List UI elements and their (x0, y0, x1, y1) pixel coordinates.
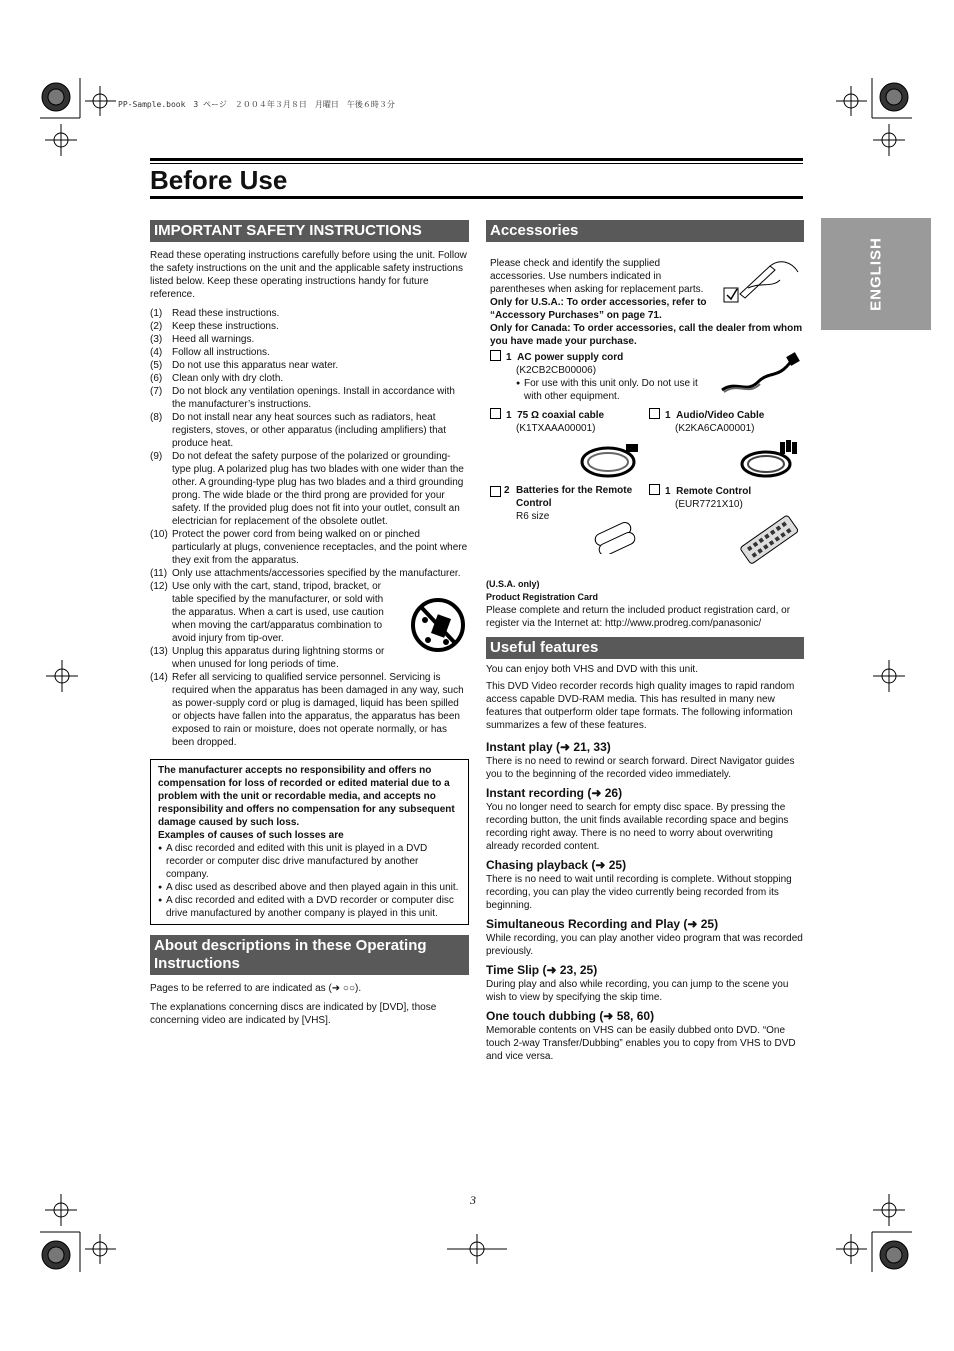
feature-text: There is no need to rewind or search forward. Direct Navigator guides you to the beginning of the recorded video immediately. (486, 756, 795, 780)
feature-title: Simultaneous Recording and Play (➜ 25) (486, 917, 719, 931)
safety-heading: IMPORTANT SAFETY INSTRUCTIONS (150, 220, 469, 242)
checkbox (649, 484, 660, 495)
checklist-pen-icon (720, 258, 802, 306)
language-tab: ENGLISH (821, 218, 931, 330)
reg-card-title: Product Registration Card (486, 592, 599, 602)
usa-note: Only for U.S.A.: To order accessories, refer to “Accessory Purchases” on page 71. (490, 297, 707, 321)
feature-title: Chasing playback (➜ 25) (486, 858, 627, 872)
list-item: (3) Heed all warnings. (150, 334, 255, 345)
list-item: (11) Only use attachments/accessories specified by the manufacturer. (150, 568, 461, 579)
list-item: (6) Clean only with dry cloth. (150, 373, 284, 384)
list-item: (13) Unplug this apparatus during lightning storms or when unused for long periods of time. (150, 646, 385, 670)
disclaimer-text: The manufacturer accepts no responsibility and offers no compensation for loss of recorded or edited material due to a problem with the unit or recordable media, and accepts no responsibility and offers no compensation for any subsequent damage caused by such loss. (158, 765, 455, 828)
disclaimer-box (150, 759, 469, 925)
useful-p1: You can enjoy both VHS and DVD with this unit. (486, 664, 698, 675)
list-item: (10) Protect the power cord from being walked on or pinched particularly at plugs, convenience receptacles, and the point where they exit from the apparatus. (150, 529, 468, 566)
registration-block (486, 578, 804, 1063)
accessories-intro: Please check and identify the supplied accessories. Use numbers indicated in parentheses when asking for replacement parts. (490, 258, 704, 295)
useful-p2: This DVD Video recorder records high quality images to rapid random access capable DVD-RAM media. This has resulted in many new features that outperform older tape formats. The following information summarizes a few of these features. (486, 681, 795, 731)
safety-intro: Read these operating instructions carefully before using the unit. Follow the safety instructions on the unit and the applicable safety instructions listed below. Keep these operating instructions handy for future reference. (150, 250, 467, 300)
list-item: (12) Use only with the cart, stand, tripod, bracket, or table specified by the manufacturer, or sold with the apparatus. When a cart is used, use caution when moving the cart/apparatus combination to avoid injury from tip-over. (150, 581, 384, 644)
list-item: ● A disc recorded and edited with a DVD recorder or computer disc drive manufactured by another company is played in this unit. (158, 894, 461, 920)
feature-title: One touch dubbing (➜ 58, 60) (486, 1009, 655, 1023)
remote-control-icon (735, 512, 803, 570)
batteries-icon (588, 514, 642, 554)
list-item: ● A disc recorded and edited with this unit is played in a DVD recorder or computer disc drive manufactured by another company. (158, 842, 461, 881)
accessory-av-cable: 1 Audio/Video Cable (K2KA6CA00001) (649, 408, 804, 435)
title-rule-bottom (150, 196, 803, 199)
examples-title: Examples of causes of such losses are (158, 830, 344, 841)
canada-note: Only for Canada: To order accessories, call the dealer from whom you have made your purchase. (490, 323, 803, 347)
checkbox (490, 408, 501, 419)
list-item: ● A disc used as described above and then played again in this unit. (158, 881, 461, 894)
safety-list (150, 307, 469, 749)
feature-title: Time Slip (➜ 23, 25) (486, 963, 598, 977)
list-item: (14) Refer all servicing to qualified service personnel. Servicing is required when the apparatus has been damaged in any way, such as power-supply cord or plug is damaged, liquid has been spilled or objects have fallen into the apparatus, the apparatus has been exposed to rain or moisture, does not operate normally, or has been dropped. (150, 672, 464, 748)
reg-card-text: Please complete and return the included product registration card, or register via the Internet at: http://www.prodreg.com/panasonic/ (486, 605, 791, 629)
ac-cord-icon (716, 350, 802, 398)
about-heading: About descriptions in these Operating Instructions (150, 935, 469, 975)
checkbox (649, 408, 660, 419)
feature-title: Instant play (➜ 21, 33) (486, 740, 611, 754)
checkbox (490, 350, 501, 361)
page-number: 3 (470, 1193, 476, 1207)
list-item: (8) Do not install near any heat sources such as radiators, heat registers, stoves, or other apparatus (including amplifiers) that produce heat. (150, 412, 447, 449)
about-p1: Pages to be referred to are indicated as (➜ ○○). (150, 983, 362, 994)
av-cable-icon (736, 436, 802, 480)
feature-title: Instant recording (➜ 26) (486, 786, 623, 800)
usa-only-label: (U.S.A. only) (486, 579, 540, 589)
coaxial-cable-icon (578, 438, 644, 480)
about-p2: The explanations concerning discs are indicated by [DVD], those concerning video are indicated by [VHS]. (150, 1002, 437, 1026)
useful-heading: Useful features (486, 637, 804, 659)
feature-text: During play and also while recording, you can jump to the scene you wish to view by specifying the skip time. (486, 979, 789, 1003)
title-rule-thin (150, 163, 803, 164)
feature-text: While recording, you can play another video program that was recorded previously. (486, 933, 803, 957)
list-item: (7) Do not block any ventilation openings. Install in accordance with the manufacturer’s instructions. (150, 386, 455, 410)
list-item: (1) Read these instructions. (150, 308, 280, 319)
feature-text: You no longer need to search for empty disc space. By pressing the recording button, the unit finds available recording space and begins recording right away. There is no need to worry about overwriting already recorded content. (486, 802, 789, 852)
accessory-ac-cord: 1 AC power supply cord (K2CB2CB00006) ● For use with this unit only. Do not use it with other equipment. (490, 350, 710, 403)
list-item: (2) Keep these instructions. (150, 321, 279, 332)
accessory-remote: 1 Remote Control (EUR7721X10) (649, 484, 804, 511)
accessory-coax: 1 75 Ω coaxial cable (K1TXAAA00001) (490, 408, 640, 435)
accessories-heading: Accessories (486, 220, 804, 242)
page-title: Before Use (150, 165, 288, 195)
title-rule-top (150, 158, 803, 161)
accessory-batteries: 2 Batteries for the Remote Control R6 size (490, 484, 645, 523)
cart-warning-icon (410, 596, 466, 654)
feature-text: There is no need to wait until recording is complete. Without stopping recording, you can play the video currently being recorded from its beginning. (486, 874, 792, 911)
print-header: PP-Sample.book 3 ページ ２００４年３月８日 月曜日 午後６時３分 (118, 100, 395, 109)
checkbox (490, 486, 501, 497)
feature-text: Memorable contents on VHS can be easily dubbed onto DVD. “One touch 2-way Transfer/Dubbing” enables you to copy from VHS to DVD and vice versa. (486, 1025, 796, 1062)
list-item: (9) Do not defeat the safety purpose of the polarized or grounding-type plug. A polarized plug has two blades with one wider than the other. A grounding-type plug has two blades and a third grounding prong. The wide blade or the third prong are provided for your safety. If the provided plug does not fit into your outlet, consult an electrician for replacement of the obsolete outlet. (150, 451, 464, 527)
list-item: (4) Follow all instructions. (150, 347, 270, 358)
list-item: (5) Do not use this apparatus near water. (150, 360, 339, 371)
